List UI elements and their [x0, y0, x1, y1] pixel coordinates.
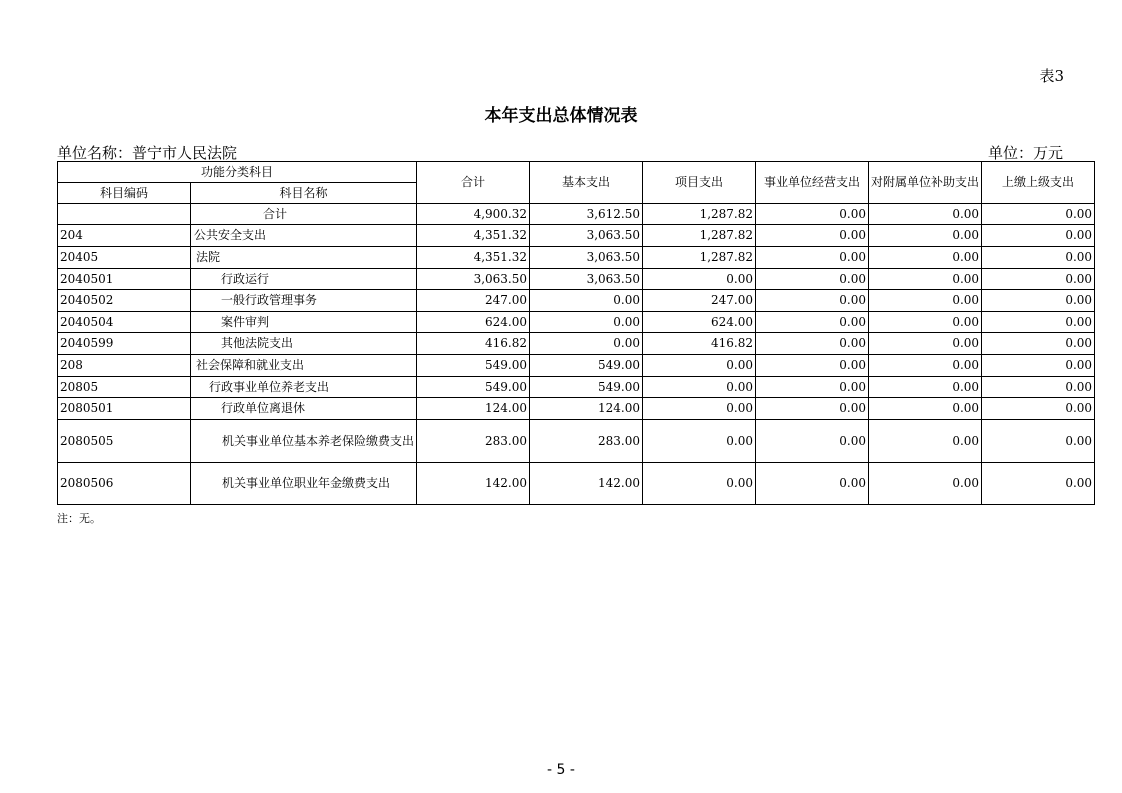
subsidy-cell: 0.00	[869, 247, 982, 269]
total-cell: 416.82	[417, 333, 530, 355]
subject-code-cell: 20805	[58, 377, 191, 398]
subject-code-cell	[58, 204, 191, 225]
total-header: 合计	[417, 162, 530, 204]
basic-expense-cell: 549.00	[530, 377, 643, 398]
project-expense-cell: 1,287.82	[643, 204, 756, 225]
business-expense-cell: 0.00	[756, 463, 869, 505]
subject-name-cell: 社会保障和就业支出	[191, 355, 417, 377]
upper-payment-cell: 0.00	[982, 398, 1095, 420]
subject-name-cell: 其他法院支出	[191, 333, 417, 355]
table-row	[58, 333, 1095, 355]
subsidy-cell: 0.00	[869, 398, 982, 420]
total-cell: 624.00	[417, 312, 530, 333]
upper-payment-cell: 0.00	[982, 225, 1095, 247]
total-cell: 247.00	[417, 290, 530, 312]
basic-expense-cell: 124.00	[530, 398, 643, 420]
basic-expense-cell: 0.00	[530, 312, 643, 333]
basic-expense-cell: 3,063.50	[530, 247, 643, 269]
project-expense-cell: 1,287.82	[643, 247, 756, 269]
business-expense-header: 事业单位经营支出	[756, 162, 869, 204]
project-expense-header: 项目支出	[643, 162, 756, 204]
subject-name-header: 科目名称	[191, 183, 417, 204]
total-cell: 4,351.32	[417, 225, 530, 247]
upper-payment-cell: 0.00	[982, 377, 1095, 398]
func-category-header: 功能分类科目	[58, 162, 417, 183]
page-title: 本年支出总体情况表	[484, 106, 638, 126]
upper-payment-header: 上缴上级支出	[982, 162, 1095, 204]
basic-expense-cell: 0.00	[530, 333, 643, 355]
subject-name-cell: 机关事业单位职业年金缴费支出	[191, 463, 417, 505]
subject-name-cell: 行政运行	[191, 269, 417, 290]
subsidy-cell: 0.00	[869, 420, 982, 463]
subsidy-cell: 0.00	[869, 290, 982, 312]
upper-payment-cell: 0.00	[982, 247, 1095, 269]
table-row	[58, 398, 1095, 420]
project-expense-cell: 0.00	[643, 420, 756, 463]
table-row	[58, 355, 1095, 377]
expenditure-table	[57, 161, 1095, 505]
total-cell: 124.00	[417, 398, 530, 420]
basic-expense-cell: 3,063.50	[530, 225, 643, 247]
unit-name-label: 单位名称：普宁市人民法院	[57, 144, 238, 162]
subsidy-cell: 0.00	[869, 204, 982, 225]
upper-payment-cell: 0.00	[982, 333, 1095, 355]
project-expense-cell: 0.00	[643, 463, 756, 505]
business-expense-cell: 0.00	[756, 377, 869, 398]
total-cell: 549.00	[417, 377, 530, 398]
subject-code-cell: 2040502	[58, 290, 191, 312]
subject-code-cell: 2040599	[58, 333, 191, 355]
business-expense-cell: 0.00	[756, 420, 869, 463]
subject-name-cell: 案件审判	[191, 312, 417, 333]
subject-code-cell: 2080506	[58, 463, 191, 505]
subsidy-header: 对附属单位补助支出	[869, 162, 982, 204]
project-expense-cell: 416.82	[643, 333, 756, 355]
basic-expense-cell: 549.00	[530, 355, 643, 377]
subject-code-cell: 208	[58, 355, 191, 377]
page-number: - 5 -	[547, 762, 575, 778]
business-expense-cell: 0.00	[756, 204, 869, 225]
upper-payment-cell: 0.00	[982, 269, 1095, 290]
project-expense-cell: 0.00	[643, 355, 756, 377]
table-row	[58, 269, 1095, 290]
upper-payment-cell: 0.00	[982, 204, 1095, 225]
upper-payment-cell: 0.00	[982, 312, 1095, 333]
table-row	[58, 225, 1095, 247]
subject-name-cell: 一般行政管理事务	[191, 290, 417, 312]
project-expense-cell: 0.00	[643, 377, 756, 398]
subject-name-cell: 行政事业单位养老支出	[191, 377, 417, 398]
table-number: 表3	[1039, 67, 1064, 85]
subject-code-header: 科目编码	[58, 183, 191, 204]
subject-name-cell: 机关事业单位基本养老保险缴费支出	[191, 420, 417, 463]
table-row	[58, 290, 1095, 312]
table-row	[58, 204, 1095, 225]
subject-name-cell: 行政单位离退休	[191, 398, 417, 420]
project-expense-cell: 0.00	[643, 269, 756, 290]
subject-name-cell: 公共安全支出	[191, 225, 417, 247]
table-row	[58, 312, 1095, 333]
upper-payment-cell: 0.00	[982, 290, 1095, 312]
subsidy-cell: 0.00	[869, 312, 982, 333]
subsidy-cell: 0.00	[869, 355, 982, 377]
basic-expense-cell: 3,612.50	[530, 204, 643, 225]
subsidy-cell: 0.00	[869, 225, 982, 247]
upper-payment-cell: 0.00	[982, 463, 1095, 505]
basic-expense-cell: 3,063.50	[530, 269, 643, 290]
business-expense-cell: 0.00	[756, 398, 869, 420]
business-expense-cell: 0.00	[756, 312, 869, 333]
subject-name-cell: 法院	[191, 247, 417, 269]
subsidy-cell: 0.00	[869, 333, 982, 355]
subject-code-cell: 2040501	[58, 269, 191, 290]
header-row	[58, 162, 1095, 183]
total-cell: 142.00	[417, 463, 530, 505]
table-row	[58, 463, 1095, 505]
subject-code-cell: 20405	[58, 247, 191, 269]
business-expense-cell: 0.00	[756, 269, 869, 290]
total-cell: 283.00	[417, 420, 530, 463]
basic-expense-cell: 142.00	[530, 463, 643, 505]
subject-code-cell: 2080501	[58, 398, 191, 420]
subject-code-cell: 204	[58, 225, 191, 247]
business-expense-cell: 0.00	[756, 225, 869, 247]
currency-unit-label: 单位：万元	[987, 144, 1063, 162]
total-cell: 4,900.32	[417, 204, 530, 225]
business-expense-cell: 0.00	[756, 290, 869, 312]
table-row	[58, 377, 1095, 398]
total-cell: 549.00	[417, 355, 530, 377]
business-expense-cell: 0.00	[756, 247, 869, 269]
project-expense-cell: 0.00	[643, 398, 756, 420]
business-expense-cell: 0.00	[756, 333, 869, 355]
total-cell: 3,063.50	[417, 269, 530, 290]
project-expense-cell: 624.00	[643, 312, 756, 333]
total-cell: 4,351.32	[417, 247, 530, 269]
footnote: 注：无。	[57, 512, 101, 525]
basic-expense-header: 基本支出	[530, 162, 643, 204]
subject-code-cell: 2080505	[58, 420, 191, 463]
subsidy-cell: 0.00	[869, 377, 982, 398]
project-expense-cell: 1,287.82	[643, 225, 756, 247]
basic-expense-cell: 0.00	[530, 290, 643, 312]
table-row	[58, 247, 1095, 269]
upper-payment-cell: 0.00	[982, 420, 1095, 463]
basic-expense-cell: 283.00	[530, 420, 643, 463]
subject-code-cell: 2040504	[58, 312, 191, 333]
table-row	[58, 420, 1095, 463]
subsidy-cell: 0.00	[869, 269, 982, 290]
project-expense-cell: 247.00	[643, 290, 756, 312]
business-expense-cell: 0.00	[756, 355, 869, 377]
subject-name-cell: 合计	[191, 204, 417, 225]
subsidy-cell: 0.00	[869, 463, 982, 505]
upper-payment-cell: 0.00	[982, 355, 1095, 377]
